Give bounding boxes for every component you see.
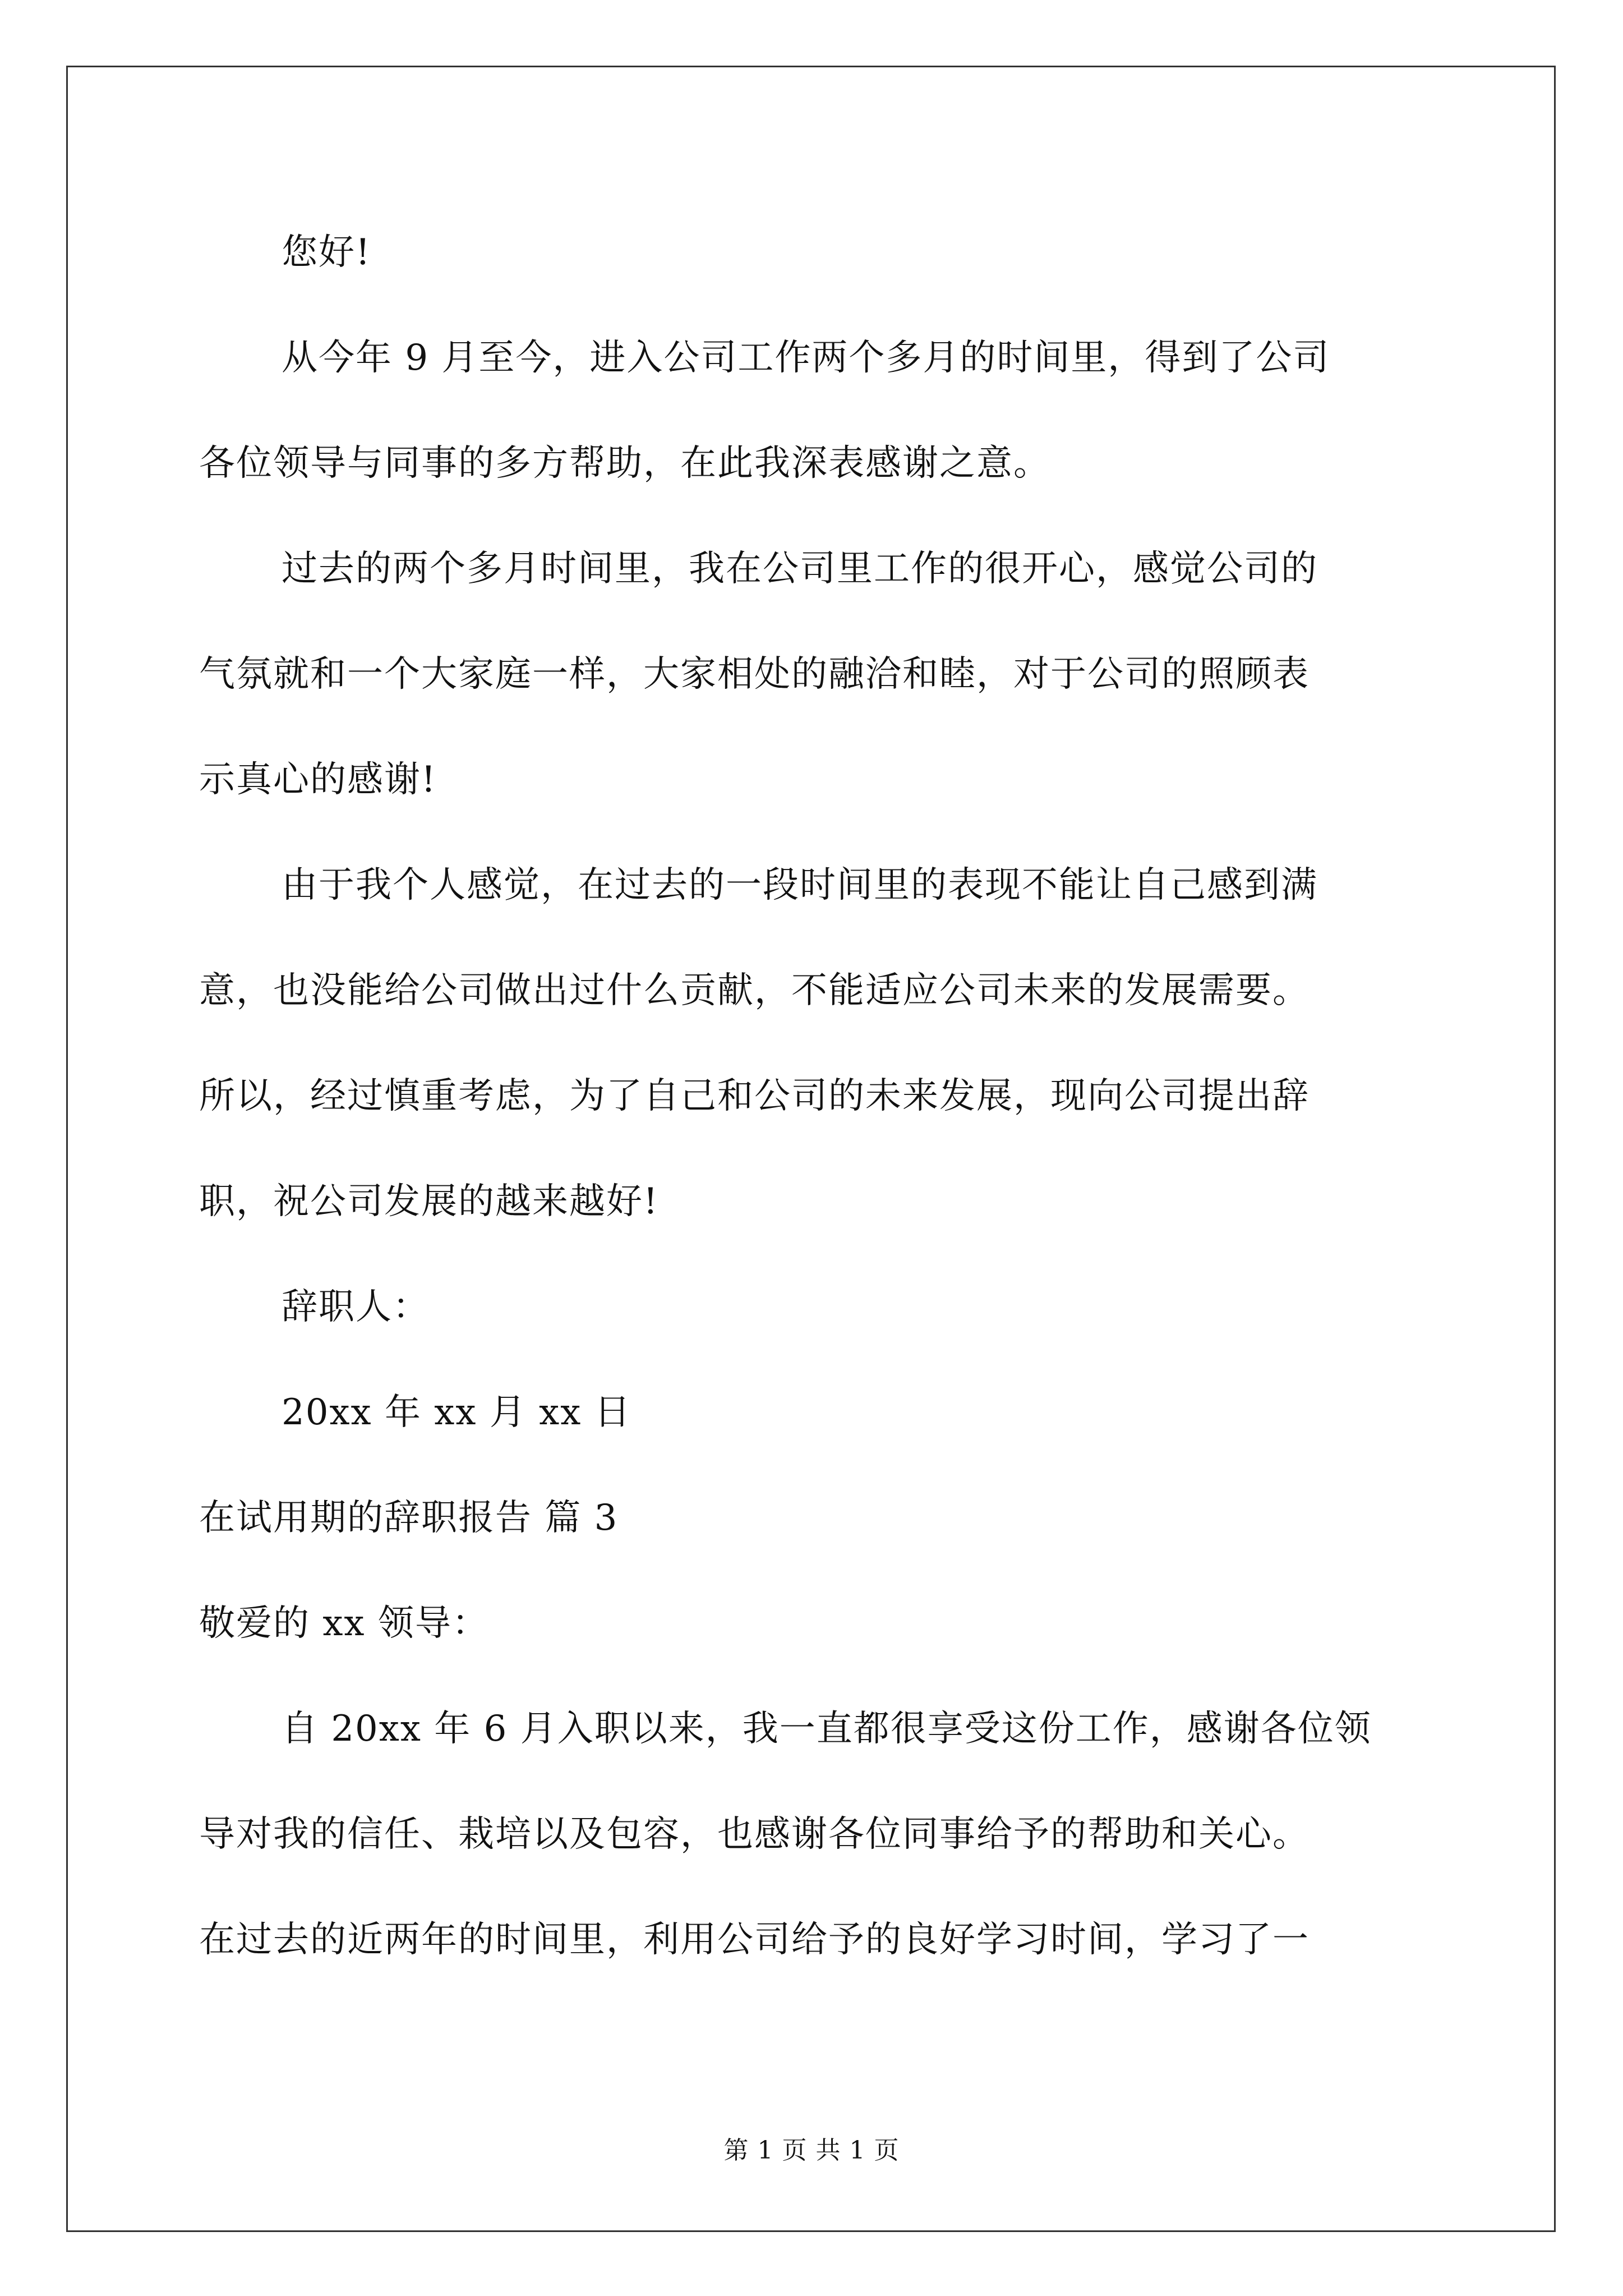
greeting-line: 您好!: [282, 232, 371, 273]
salutation-line: 敬爱的 xx 领导：: [199, 1603, 489, 1644]
paragraph-line: 导对我的信任、栽培以及包容，也感谢各位同事给予的帮助和关心。: [199, 1814, 1310, 1855]
paragraph-line: 在过去的近两年的时间里，利用公司给予的良好学习时间，学习了一: [199, 1919, 1310, 1961]
paragraph-line: 气氛就和一个大家庭一样，大家相处的融洽和睦，对于公司的照顾表: [199, 654, 1310, 695]
paragraph-line: 自 20xx 年 6 月入职以来，我一直都很享受这份工作，感谢各位领: [282, 1708, 1372, 1750]
paragraph-line: 由于我个人感觉，在过去的一段时间里的表现不能让自己感到满: [282, 864, 1318, 906]
paragraph-line: 从今年 9 月至今，进入公司工作两个多月的时间里，得到了公司: [282, 337, 1330, 379]
paragraph-line: 所以，经过慎重考虑，为了自己和公司的未来发展，现向公司提出辞: [199, 1075, 1310, 1117]
paragraph-line: 过去的两个多月时间里，我在公司里工作的很开心，感觉公司的: [282, 548, 1318, 590]
page-border: [66, 66, 1556, 2232]
date-line: 20xx 年 xx 月 xx 日: [282, 1392, 631, 1433]
paragraph-line: 意，也没能给公司做出过什么贡献，不能适应公司未来的发展需要。: [199, 970, 1310, 1011]
paragraph-line: 各位领导与同事的多方帮助，在此我深表感谢之意。: [199, 443, 1050, 484]
section-heading: 在试用期的辞职报告 篇 3: [199, 1497, 619, 1539]
page-footer: 第 1 页 共 1 页: [723, 2136, 900, 2165]
paragraph-line: 示真心的感谢!: [199, 759, 437, 800]
signature-label: 辞职人：: [282, 1286, 430, 1328]
paragraph-line: 职，祝公司发展的越来越好!: [199, 1181, 659, 1222]
